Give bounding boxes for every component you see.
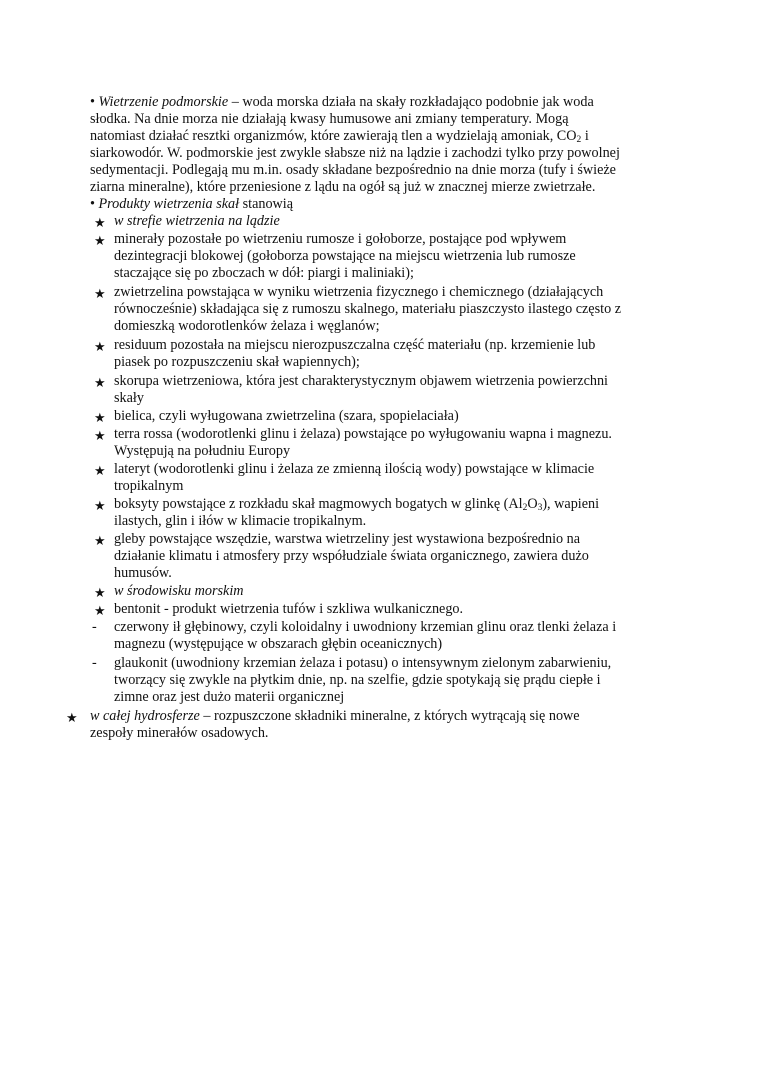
list-item-cont: piasek po rozpuszczeniu skał wapiennych);: [114, 354, 360, 370]
star-icon: ★: [94, 603, 106, 618]
list-item: zwietrzelina powstająca w wyniku wietrzenia fizycznego i chemicznego (działających: [114, 284, 604, 300]
land-heading: w strefie wietrzenia na lądzie: [114, 213, 280, 229]
star-icon: ★: [94, 410, 106, 425]
list-item-cont: tropikalnym: [114, 478, 184, 494]
list-item-cont: skały: [114, 390, 144, 406]
intro-title: Wietrzenie podmorskie: [98, 94, 229, 110]
list-item-cont: ilastych, glin i iłów w klimacie tropikalnym.: [114, 513, 367, 529]
star-icon: ★: [66, 710, 78, 725]
star-icon: ★: [94, 286, 106, 301]
hydro-line-2: zespoły minerałów osadowych.: [90, 725, 269, 741]
list-item: boksyty powstające z rozkładu skał magmowych bogatych w glinkę $(Al_2O_3)$, wapieni: [114, 496, 600, 513]
list-item-cont: tworzący się zwykle na płytkim dnie, np. na szelfie, gdzie spotykają się prądu ciepłe i: [114, 672, 601, 688]
star-icon: ★: [94, 339, 106, 354]
list-item-cont: działanie klimatu i atmosfery przy współudziale świata organicznego, zawiera dużo: [114, 548, 589, 564]
intro-line-5: sedymentacji. Podlegają mu m.in. osady składane bezpośrednio na dnie morza (tufy i świeże: [90, 162, 616, 178]
star-icon: ★: [94, 375, 106, 390]
star-icon: ★: [94, 463, 106, 478]
list-item: minerały pozostałe po wietrzeniu rumosze i gołoborze, postające pod wpływem: [114, 231, 567, 247]
list-item: czerwony ił głębinowy, czyli koloidalny i uwodniony krzemian glinu oraz tlenki żelaza i: [114, 619, 617, 635]
list-item: bentonit - produkt wietrzenia tufów i szkliwa wulkanicznego.: [114, 601, 464, 617]
star-icon: ★: [94, 428, 106, 443]
sea-heading: w środowisku morskim: [114, 583, 244, 599]
intro-line-4: siarkowodór. W. podmorskie jest zwykle słabsze niż na lądzie i zachodzi tylko przy powolnej: [90, 145, 620, 161]
list-item: lateryt (wodorotlenki glinu i żelaza ze zmienną ilością wody) powstające w klimacie: [114, 461, 595, 477]
list-item-cont: zimne oraz jest dużo materii organicznej: [114, 689, 345, 705]
list-item: bielica, czyli wyługowana zwietrzelina (szara, spopielaciała): [114, 408, 459, 424]
dash-marker: -: [92, 655, 97, 671]
list-item-cont: humusów.: [114, 565, 172, 581]
star-icon: ★: [94, 498, 106, 513]
list-item: terra rossa (wodorotlenki glinu i żelaza) powstające po wyługowaniu wapna i magnezu.: [114, 426, 612, 442]
intro-line-2: słodka. Na dnie morza nie działają kwasy humusowe ani zmiany temperatury. Mogą: [90, 111, 569, 127]
products-heading: • Produkty wietrzenia skał stanowią: [90, 196, 294, 212]
list-item-cont: domieszką wodorotlenków żelaza i węglanów;: [114, 318, 380, 334]
star-icon: ★: [94, 533, 106, 548]
intro-line-6: ziarna mineralne), które przeniesione z lądu na ogół są już w znacznej mierze zwietrzałe.: [90, 179, 596, 195]
list-item: residuum pozostała na miejscu nierozpuszczalna część materiału (np. krzemienie lub: [114, 337, 596, 353]
list-item-cont: dezintegracji blokowej (gołoborza powstające na miejscu wietrzenia lub rumosze: [114, 248, 576, 264]
intro-line-1: • Wietrzenie podmorskie – woda morska działa na skały rozkładająco podobnie jak woda: [90, 94, 594, 110]
list-item-cont: Występują na południu Europy: [114, 443, 291, 459]
intro-line-3: natomiast działać resztki organizmów, które zawierają tlen a wydzielają amoniak, $CO_2$ i: [90, 128, 589, 145]
star-icon: ★: [94, 233, 106, 248]
bullet: •: [90, 94, 95, 110]
dash-marker: -: [92, 619, 97, 635]
hydro-heading: w całej hydrosferze – rozpuszczone składniki mineralne, z których wytrącają się nowe: [90, 708, 580, 724]
star-icon: ★: [94, 585, 106, 600]
list-item: skorupa wietrzeniowa, która jest charakterystycznym objawem wietrzenia powierzchni: [114, 373, 608, 389]
list-item: gleby powstające wszędzie, warstwa wietrzeliny jest wystawiona bezpośrednio na: [114, 531, 581, 547]
list-item-cont: staczające się po zboczach w dół: piargi i maliniaki);: [114, 265, 414, 281]
list-item: glaukonit (uwodniony krzemian żelaza i potasu) o intensywnym zielonym zabarwieniu,: [114, 655, 612, 671]
list-item-cont: magnezu (występujące w obszarach głębin oceanicznych): [114, 636, 443, 652]
list-item-cont: równocześnie) składająca się z rumoszu skalnego, materiału piaszczysto ilastego często z: [114, 301, 622, 317]
star-icon: ★: [94, 215, 106, 230]
